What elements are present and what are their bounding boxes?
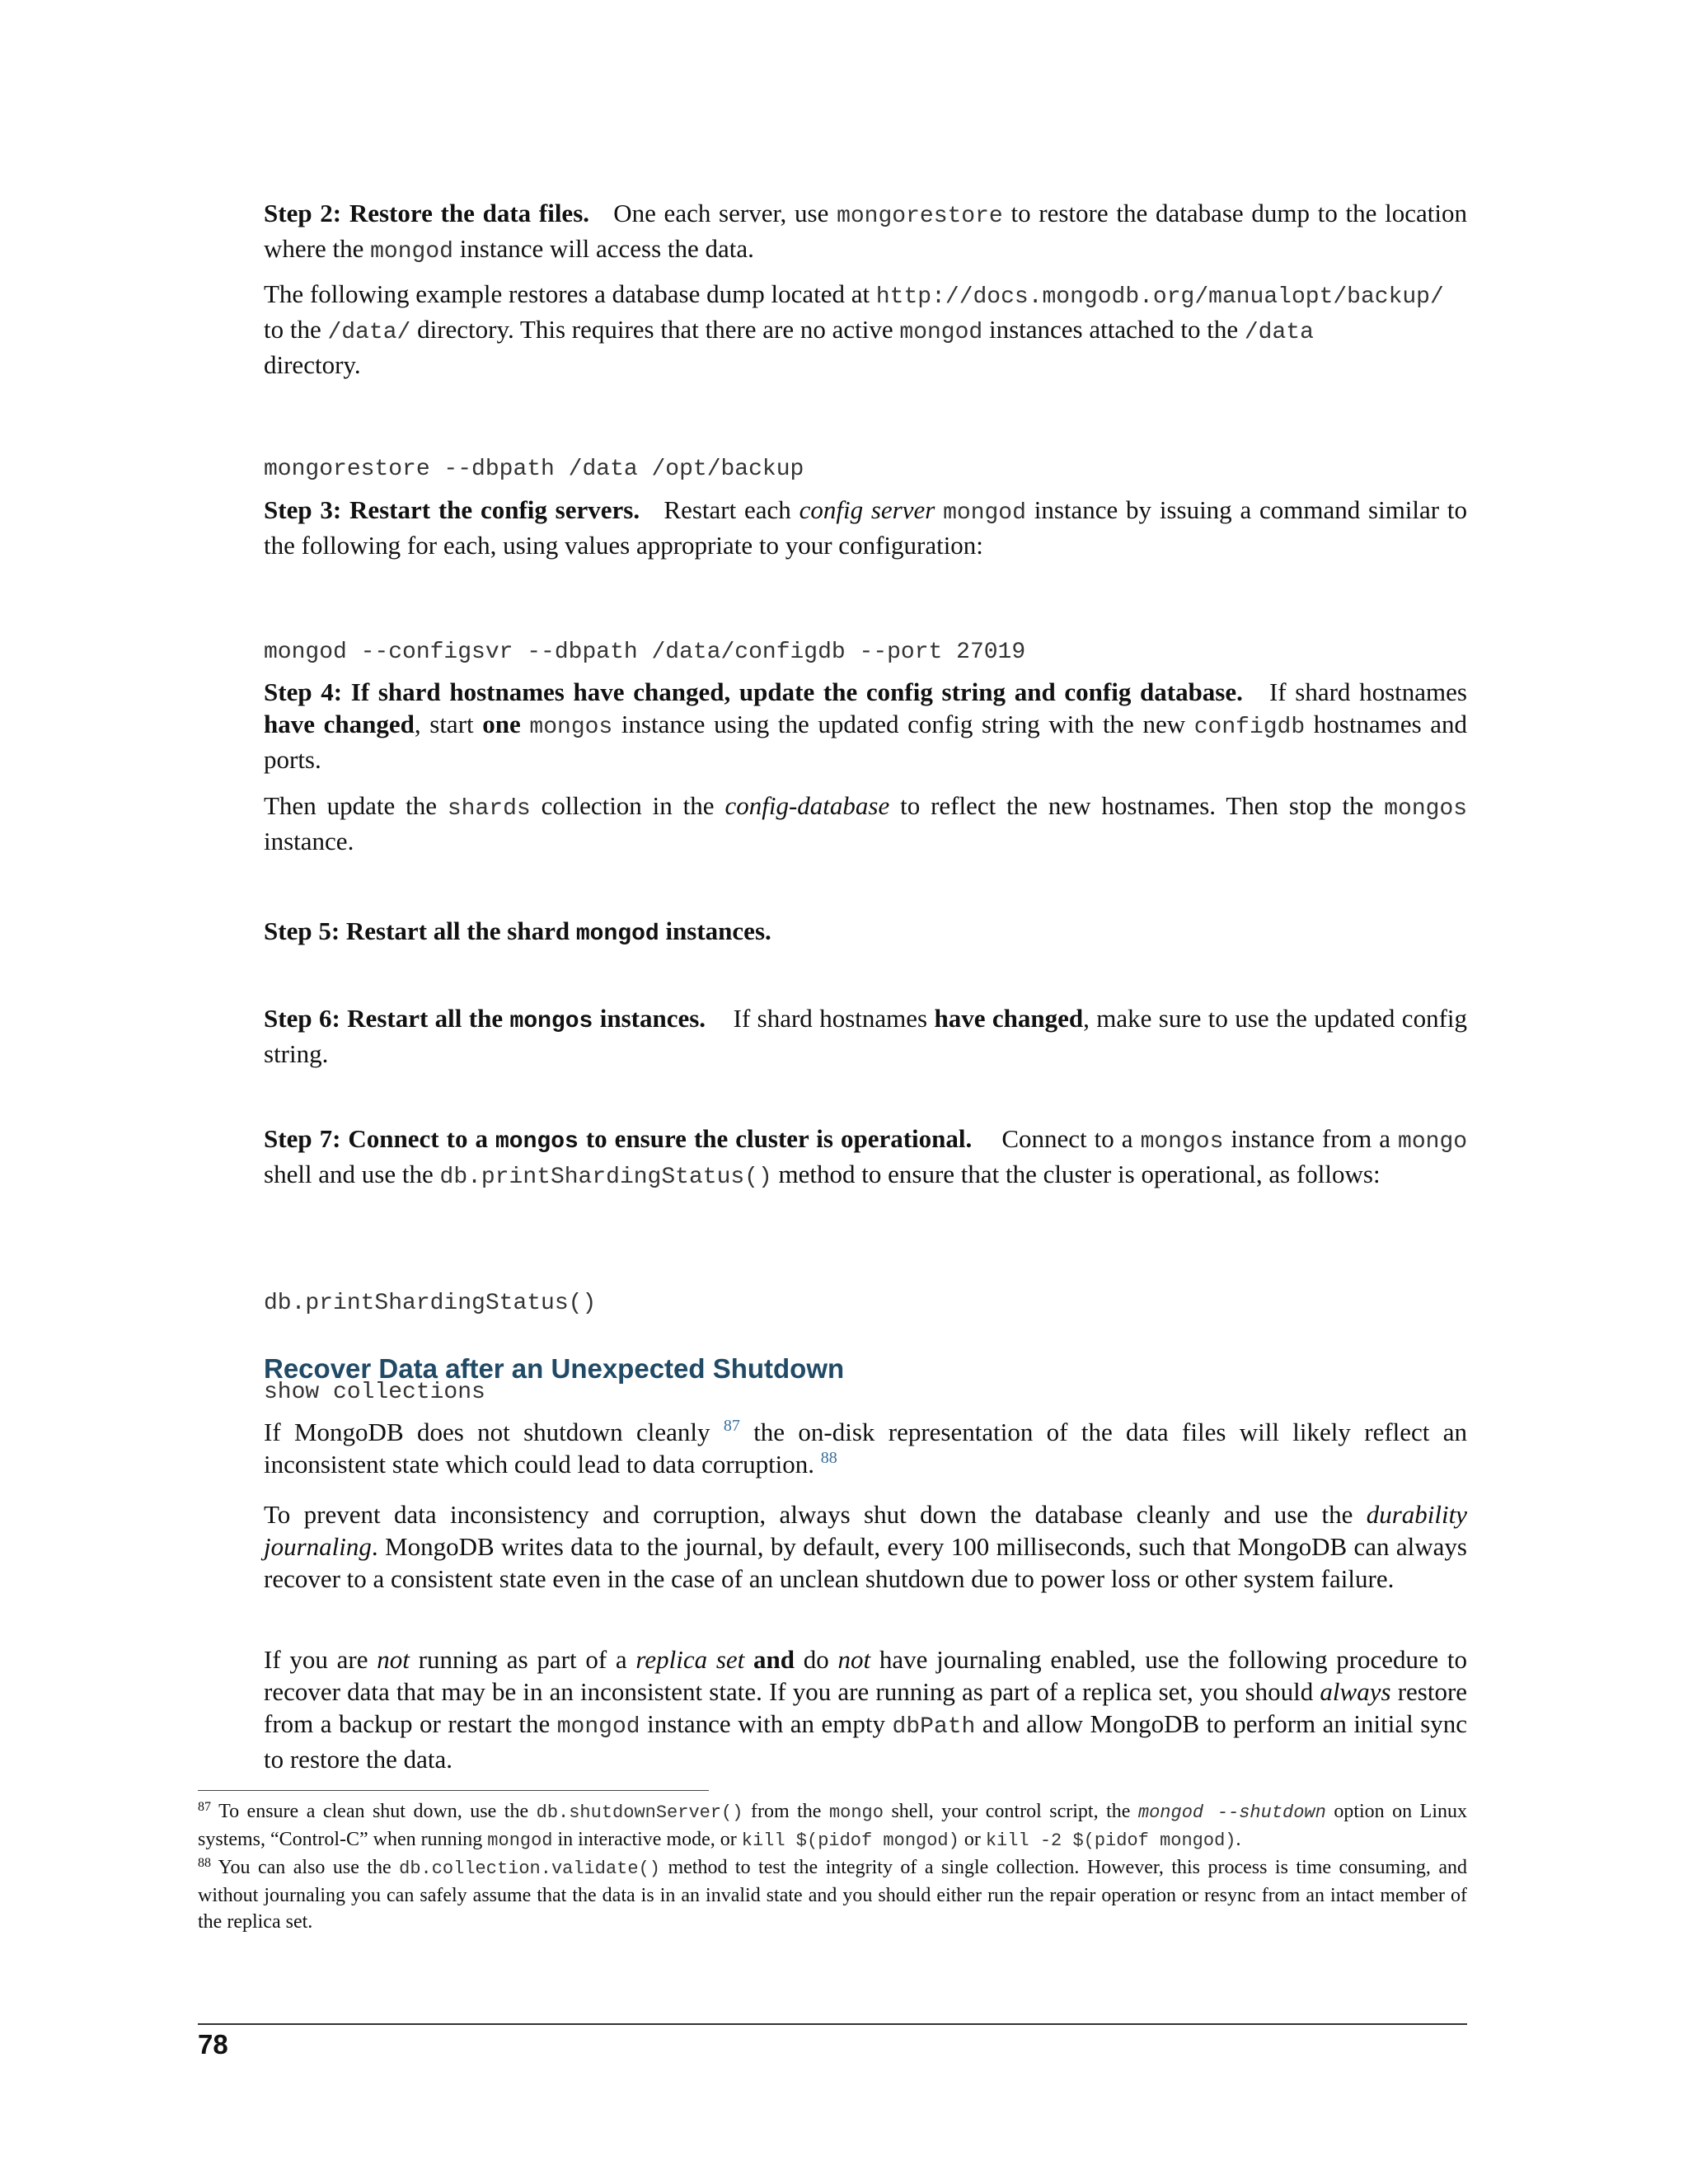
footnote-87 bbox=[198, 1798, 1467, 1854]
text: shell and use the bbox=[264, 1160, 434, 1188]
text: running as part of a bbox=[418, 1645, 627, 1674]
text: instance from a bbox=[1231, 1124, 1391, 1153]
text: the on-disk representation of the data files will likely reflect an inconsistent state which could lead to data corruption. bbox=[264, 1418, 1468, 1479]
text: If you are bbox=[264, 1645, 368, 1674]
inline-code-link[interactable]: mongod --shutdown bbox=[1137, 1802, 1326, 1823]
text: Step 7: Connect to a bbox=[264, 1124, 488, 1153]
footnote-number: 88 bbox=[198, 1856, 211, 1870]
text: shell, your control script, the bbox=[891, 1801, 1131, 1822]
text: instances. bbox=[665, 916, 771, 945]
text: to ensure the cluster is operational. bbox=[585, 1124, 973, 1153]
text: To ensure a clean shut down, use the bbox=[218, 1801, 529, 1822]
text: One each server, use bbox=[613, 199, 829, 227]
text: directory. This requires that there are no active bbox=[417, 315, 893, 344]
code-line: show collections bbox=[264, 1380, 485, 1405]
footnote-number: 87 bbox=[198, 1800, 211, 1814]
inline-code: mongod bbox=[556, 1714, 640, 1740]
text: Connect to a bbox=[1001, 1124, 1133, 1153]
inline-code: mongod bbox=[899, 320, 983, 345]
text: method to ensure that the cluster is operational, as follows: bbox=[778, 1160, 1381, 1188]
inline-code: mongos bbox=[529, 715, 613, 740]
inline-code: mongorestore bbox=[837, 204, 1003, 229]
text: restore from a backup or restart the bbox=[264, 1677, 1468, 1738]
text: instances attached to the bbox=[988, 315, 1239, 344]
emphasis-text: config server bbox=[799, 495, 935, 524]
text: . bbox=[1236, 1829, 1241, 1850]
emphasis-text: always bbox=[1320, 1677, 1391, 1706]
text: have journaling enabled, use the following procedure to recover data that may be in an inconsistent state. If you are running as part of a replica set, you should bbox=[264, 1645, 1467, 1706]
footnote-ref-87[interactable]: 87 bbox=[723, 1417, 740, 1435]
code-line: mongod --configsvr --dbpath /data/configdb --port 27019 bbox=[264, 640, 1026, 665]
text: option on Linux systems, “Control-C” when running bbox=[198, 1801, 1468, 1850]
inline-code: mongos bbox=[1384, 796, 1468, 822]
text: to restore the database dump to the location where the bbox=[264, 199, 1468, 263]
footnotes bbox=[198, 1798, 1467, 1935]
inline-code: mongod bbox=[487, 1830, 553, 1851]
footnote-divider bbox=[198, 1790, 709, 1791]
text: and allow MongoDB to perform an initial sync to restore the data. bbox=[264, 1709, 1468, 1774]
inline-code: kill $(pidof mongod) bbox=[741, 1830, 959, 1851]
text: Step 6: Restart all the bbox=[264, 1004, 504, 1033]
step7-title bbox=[264, 1124, 979, 1153]
text: do bbox=[803, 1645, 829, 1674]
text: You can also use the bbox=[218, 1857, 392, 1878]
text: Then update the bbox=[264, 791, 437, 820]
inline-code: db.printShardingStatus() bbox=[439, 1165, 772, 1190]
step2-paragraph bbox=[264, 197, 1467, 268]
inline-code: dbPath bbox=[892, 1714, 976, 1740]
footnote-ref-88[interactable]: 88 bbox=[820, 1449, 837, 1467]
inline-code: shards bbox=[447, 796, 531, 822]
step3-paragraph bbox=[264, 494, 1467, 561]
footer-divider bbox=[198, 2023, 1467, 2025]
text: method to test the integrity of a single collection. However, this process is time consuming, and without journaling you can safely assume that the data is in an invalid state and you should either run the repair operation or resync from an intact member of the replica set. bbox=[198, 1857, 1467, 1933]
text: instance will access the data. bbox=[459, 234, 754, 263]
inline-code: mongos bbox=[509, 1009, 593, 1034]
text: in interactive mode, or bbox=[557, 1829, 737, 1850]
section-heading: Recover Data after an Unexpected Shutdown bbox=[264, 1353, 845, 1384]
recover-paragraph-1 bbox=[264, 1416, 1467, 1480]
text: If MongoDB does not shutdown cleanly bbox=[264, 1418, 710, 1446]
text: collection in the bbox=[541, 791, 715, 820]
text: instance with an empty bbox=[647, 1709, 886, 1738]
inline-code: mongod bbox=[575, 921, 659, 947]
inline-code: mongo bbox=[1398, 1129, 1468, 1155]
inline-code: kill -2 $(pidof mongod) bbox=[985, 1830, 1236, 1851]
emphasis-text: config-database bbox=[724, 791, 890, 820]
inline-code: /data/ bbox=[327, 320, 411, 345]
text: instance by issuing a command similar to the following for each, using values appropriate to your configuration: bbox=[264, 495, 1468, 560]
recover-paragraph-3 bbox=[264, 1643, 1467, 1775]
code-line: mongorestore --dbpath /data /opt/backup bbox=[264, 457, 804, 482]
emphasis-text: durability journaling bbox=[264, 1500, 1468, 1561]
inline-code: mongo bbox=[828, 1802, 884, 1823]
step2-title: Step 2: Restore the data files. bbox=[264, 199, 590, 227]
text: or bbox=[964, 1829, 981, 1850]
step4-followup-paragraph bbox=[264, 790, 1467, 857]
bold-text: one bbox=[482, 710, 521, 738]
text: , start bbox=[414, 710, 474, 738]
text: The following example restores a database dump located at bbox=[264, 279, 870, 308]
step4-paragraph bbox=[264, 676, 1467, 776]
emphasis-text: not bbox=[377, 1645, 410, 1674]
bold-text: have changed bbox=[264, 710, 415, 738]
step7-paragraph bbox=[264, 1122, 1467, 1193]
text: , make sure to use the updated config string. bbox=[264, 1004, 1468, 1068]
inline-code: configdb bbox=[1193, 715, 1306, 740]
text: instance. bbox=[264, 827, 354, 855]
step2-example-paragraph bbox=[264, 278, 1582, 381]
inline-code: /data bbox=[1244, 320, 1314, 345]
step5-paragraph bbox=[264, 915, 1467, 950]
text: To prevent data inconsistency and corruption, always shut down the database cleanly and use the bbox=[264, 1500, 1353, 1529]
inline-code: mongos bbox=[495, 1129, 579, 1155]
text: instances. bbox=[599, 1004, 706, 1033]
text: from the bbox=[750, 1801, 822, 1822]
text: If shard hostnames bbox=[733, 1004, 928, 1033]
text: directory. bbox=[264, 350, 361, 379]
page-number: 78 bbox=[198, 2029, 228, 2060]
text: If shard hostnames bbox=[1268, 677, 1467, 706]
text: Step 5: Restart all the shard bbox=[264, 916, 570, 945]
emphasis-text: replica set bbox=[635, 1645, 745, 1674]
emphasis-text: not bbox=[837, 1645, 871, 1674]
inline-code: db.shutdownServer() bbox=[536, 1802, 743, 1823]
text: hostnames and ports. bbox=[264, 710, 1468, 774]
inline-code: mongod bbox=[370, 239, 453, 265]
text: to reflect the new hostnames. Then stop the bbox=[900, 791, 1374, 820]
recover-paragraph-2 bbox=[264, 1498, 1467, 1595]
step5-title bbox=[264, 916, 771, 945]
footnote-88 bbox=[198, 1854, 1467, 1935]
inline-code: http://docs.mongodb.org/manualopt/backup/ bbox=[875, 284, 1444, 310]
text: . MongoDB writes data to the journal, by default, every 100 milliseconds, such that MongoDB can always recover to a consistent state even in the case of an unclean shutdown due to power loss or other system failure. bbox=[264, 1532, 1467, 1593]
bold-text: and bbox=[753, 1645, 795, 1674]
code-line: db.printShardingStatus() bbox=[264, 1291, 597, 1316]
step6-paragraph bbox=[264, 1002, 1467, 1070]
inline-code: db.collection.validate() bbox=[399, 1858, 660, 1879]
inline-code: mongos bbox=[1140, 1129, 1224, 1155]
text: to the bbox=[264, 315, 321, 344]
bold-text: have changed bbox=[934, 1004, 1084, 1033]
step4-title: Step 4: If shard hostnames have changed, update the config string and config database. bbox=[264, 677, 1243, 706]
step3-title: Step 3: Restart the config servers. bbox=[264, 495, 640, 524]
step6-title bbox=[264, 1004, 712, 1033]
text: Restart each bbox=[663, 495, 791, 524]
text: instance using the updated config string with the new bbox=[621, 710, 1186, 738]
inline-code: mongod bbox=[943, 500, 1026, 526]
